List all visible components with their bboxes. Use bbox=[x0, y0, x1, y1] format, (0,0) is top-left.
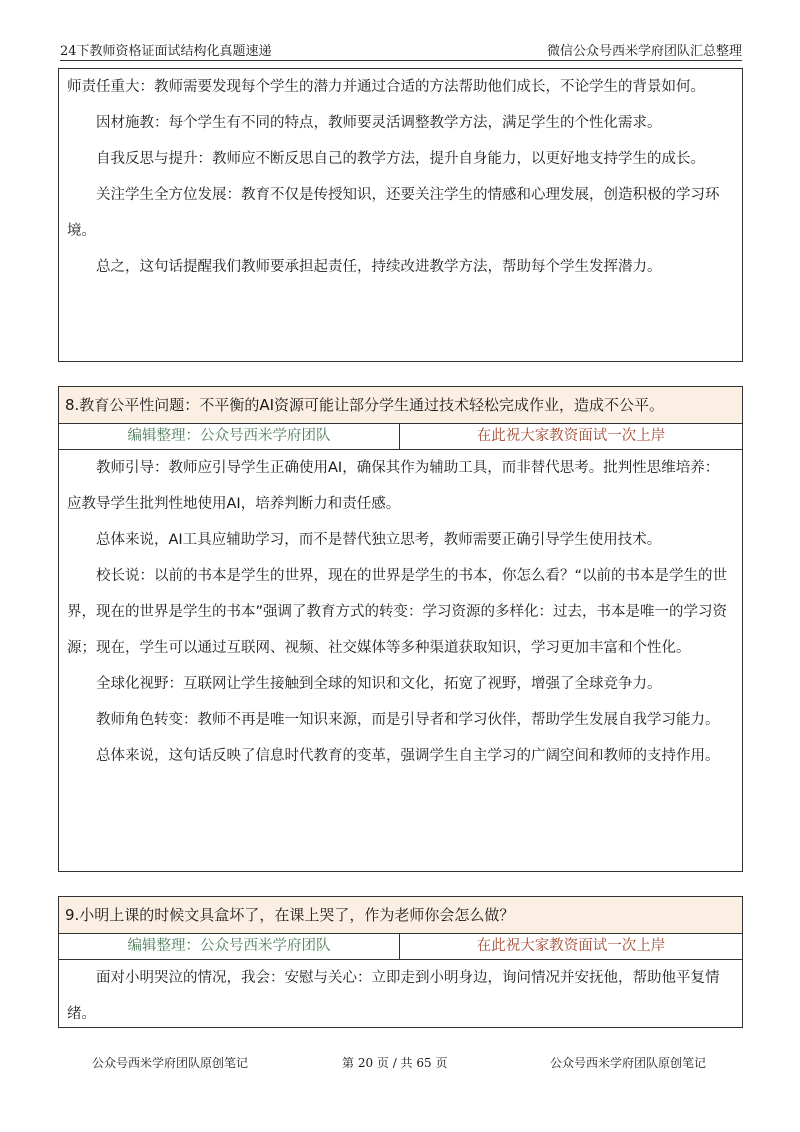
header-source: 微信公众号西米学府团队汇总整理 bbox=[546, 44, 742, 59]
question-8-box bbox=[58, 386, 743, 872]
credit-wish: 在此祝大家教资面试一次上岸 bbox=[476, 938, 666, 954]
page-number: 第 20 页 / 共 65 页 bbox=[342, 1056, 448, 1070]
paragraph: 面对小明哭泣的情况，我会：安慰与关心：立即走到小明身边，询问情况并安抚他，帮助他平复情绪。 bbox=[67, 970, 720, 1022]
question-9-box bbox=[58, 896, 743, 1028]
paragraph: 关注学生全方位发展：教育不仅是传授知识，还要关注学生的情感和心理发展，创造积极的学习环境。 bbox=[67, 187, 720, 239]
credit-row bbox=[59, 424, 742, 450]
answer-box-previous bbox=[58, 68, 743, 362]
paragraph: 教师引导：教师应引导学生正确使用AI，确保其作为辅助工具，而非替代思考。批判性思维培养：应教导学生批判性地使用AI，培养判断力和责任感。 bbox=[67, 460, 720, 512]
paragraph: 全球化视野：互联网让学生接触到全球的知识和文化，拓宽了视野，增强了全球竞争力。 bbox=[96, 676, 662, 692]
question-9-title: 9.小明上课的时候文具盒坏了，在课上哭了，作为老师你会怎么做？ bbox=[59, 897, 742, 934]
paragraph: 教师角色转变：教师不再是唯一知识来源，而是引导者和学习伙伴，帮助学生发展自我学习能力。 bbox=[96, 712, 720, 728]
header-title: 24下教师资格证面试结构化真题速递 bbox=[60, 44, 272, 59]
footer-right: 公众号西米学府团队原创笔记 bbox=[550, 1056, 707, 1070]
paragraph: 总之，这句话提醒我们教师要承担起责任，持续改进教学方法，帮助每个学生发挥潜力。 bbox=[96, 259, 662, 275]
paragraph: 总体来说，这句话反映了信息时代教育的变革，强调学生自主学习的广阔空间和教师的支持作用。 bbox=[96, 748, 720, 764]
question-8-title: 8.教育公平性问题：不平衡的AI资源可能让部分学生通过技术轻松完成作业，造成不公平。 bbox=[59, 387, 742, 424]
paragraph: 校长说：以前的书本是学生的世界，现在的世界是学生的书本，你怎么看？“以前的书本是学生的世界，现在的世界是学生的书本”强调了教育方式的转变：学习资源的多样化：过去，书本是唯一的学习资源；现在，学生可以通过互联网、视频、社交媒体等多种渠道获取知识，学习更加丰富和个性化。 bbox=[67, 568, 728, 656]
credit-wish: 在此祝大家教资面试一次上岸 bbox=[476, 428, 666, 444]
paragraph: 总体来说，AI工具应辅助学习，而不是替代独立思考，教师需要正确引导学生使用技术。 bbox=[96, 532, 662, 548]
page-header bbox=[60, 38, 742, 61]
credit-editor: 编辑整理：公众号西米学府团队 bbox=[59, 934, 400, 959]
paragraph: 因材施教：每个学生有不同的特点，教师要灵活调整教学方法，满足学生的个性化需求。 bbox=[96, 115, 662, 131]
paragraph: 自我反思与提升：教师应不断反思自己的教学方法，提升自身能力，以更好地支持学生的成长。 bbox=[96, 151, 705, 167]
credit-row bbox=[59, 934, 742, 960]
footer-left: 公众号西米学府团队原创笔记 bbox=[92, 1056, 249, 1070]
paragraph: 师责任重大：教师需要发现每个学生的潜力并通过合适的方法帮助他们成长，不论学生的背景如何。 bbox=[67, 79, 705, 95]
credit-editor: 编辑整理：公众号西米学府团队 bbox=[59, 424, 400, 449]
